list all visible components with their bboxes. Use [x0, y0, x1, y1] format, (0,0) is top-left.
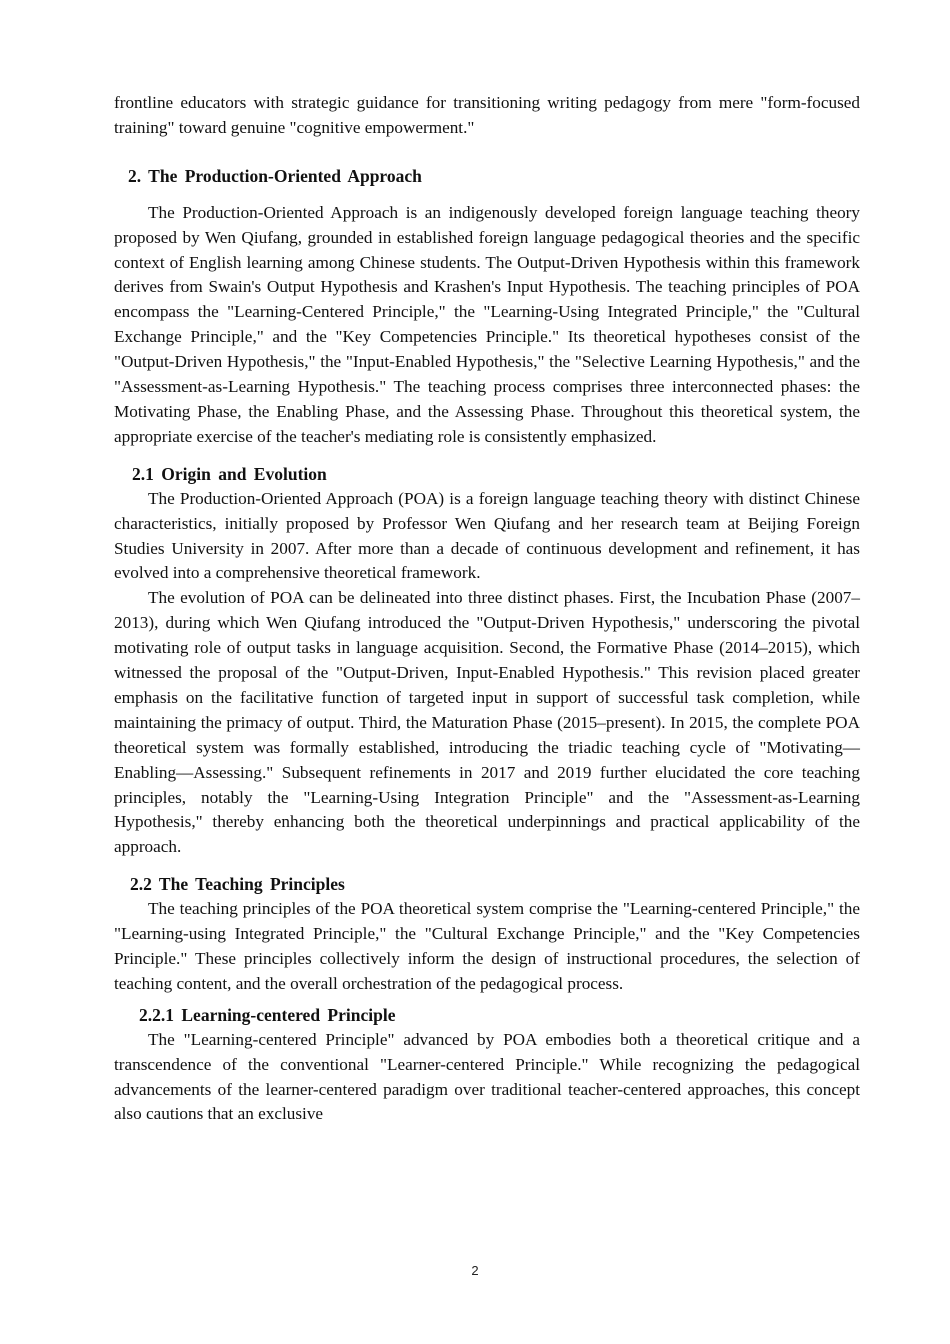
page-number: 2	[471, 1263, 479, 1278]
document-body	[114, 91, 860, 1127]
paragraph-continuation: frontline educators with strategic guidance for transitioning writing pedagogy from mere "form-focused training" toward genuine "cognitive empowerment."	[114, 93, 860, 137]
section-heading-2-1: 2.1 Origin and Evolution	[132, 463, 327, 484]
section-heading-2-2: 2.2 The Teaching Principles	[130, 874, 345, 895]
paragraph-teaching-principles: The teaching principles of the POA theoretical system comprise the "Learning-centered Principle," the "Learning-using Integrated Principle," the "Cultural Exchange Principle," and the "Key Competencies Principle." These principles collectively inform the design of instructional procedures, the selection of teaching content, and the overall orchestration of the pedagogical process.	[114, 899, 860, 993]
section-heading-2-2-1: 2.2.1 Learning-centered Principle	[139, 1004, 396, 1025]
paragraph-poa-evolution: The evolution of POA can be delineated into three distinct phases. First, the Incubation Phase (2007–2013), during which Wen Qiufang introduced the "Output-Driven Hypothesis," underscoring the pivotal motivating role of output tasks in language acquisition. Second, the Formative Phase (2014–2015), which witnessed the proposal of the "Output-Driven, Input-Enabled Hypothesis." This revision placed greater emphasis on the facilitative function of targeted input in support of successful task completion, while maintaining the primacy of output. Third, the Maturation Phase (2015–present). In 2015, the complete POA theoretical system was formally established, introducing the triadic teaching cycle of "Motivating—Enabling—Assessing." Subsequent refinements in 2017 and 2019 further elucidated the core teaching principles, notably the "Learning-Using Integration Principle" and the "Assessment-as-Learning Hypothesis," thereby enhancing both the theoretical underpinnings and practical applicability of the approach.	[114, 588, 860, 857]
paragraph-learning-centered: The "Learning-centered Principle" advanced by POA embodies both a theoretical critique and a transcendence of the conventional "Learner-centered Principle." While recognizing the pedagogical advancements of the learner-centered paradigm over traditional teacher-centered approaches, this concept also cautions that an exclusive	[114, 1029, 860, 1124]
paragraph-poa-overview: The Production-Oriented Approach is an indigenously developed foreign language teaching theory proposed by Wen Qiufang, grounded in established foreign language pedagogical theories and the specific context of English learning among Chinese students. The Output-Driven Hypothesis within this framework derives from Swain's Output Hypothesis and Krashen's Input Hypothesis. The teaching principles of POA encompass the "Learning-Centered Principle," the "Learning-Using Integrated Principle," the "Cultural Exchange Principle," and the "Key Competencies Principle." Its theoretical hypotheses consist of the "Output-Driven Hypothesis," the "Input-Enabled Hypothesis," the "Selective Learning Hypothesis," and the "Assessment-as-Learning Hypothesis." The teaching process comprises three interconnected phases: the Motivating Phase, the Enabling Phase, and the Assessing Phase. Throughout this theoretical system, the appropriate exercise of the teacher's mediating role is consistently emphasized.	[114, 202, 860, 446]
paragraph-poa-origin: The Production-Oriented Approach (POA) is a foreign language teaching theory with distinct Chinese characteristics, initially proposed by Professor Wen Qiufang and her research team at Beijing Foreign Studies University in 2007. After more than a decade of continuous development and refinement, it has evolved into a comprehensive theoretical framework.	[114, 488, 860, 583]
section-heading-2: 2. The Production-Oriented Approach	[128, 165, 422, 186]
